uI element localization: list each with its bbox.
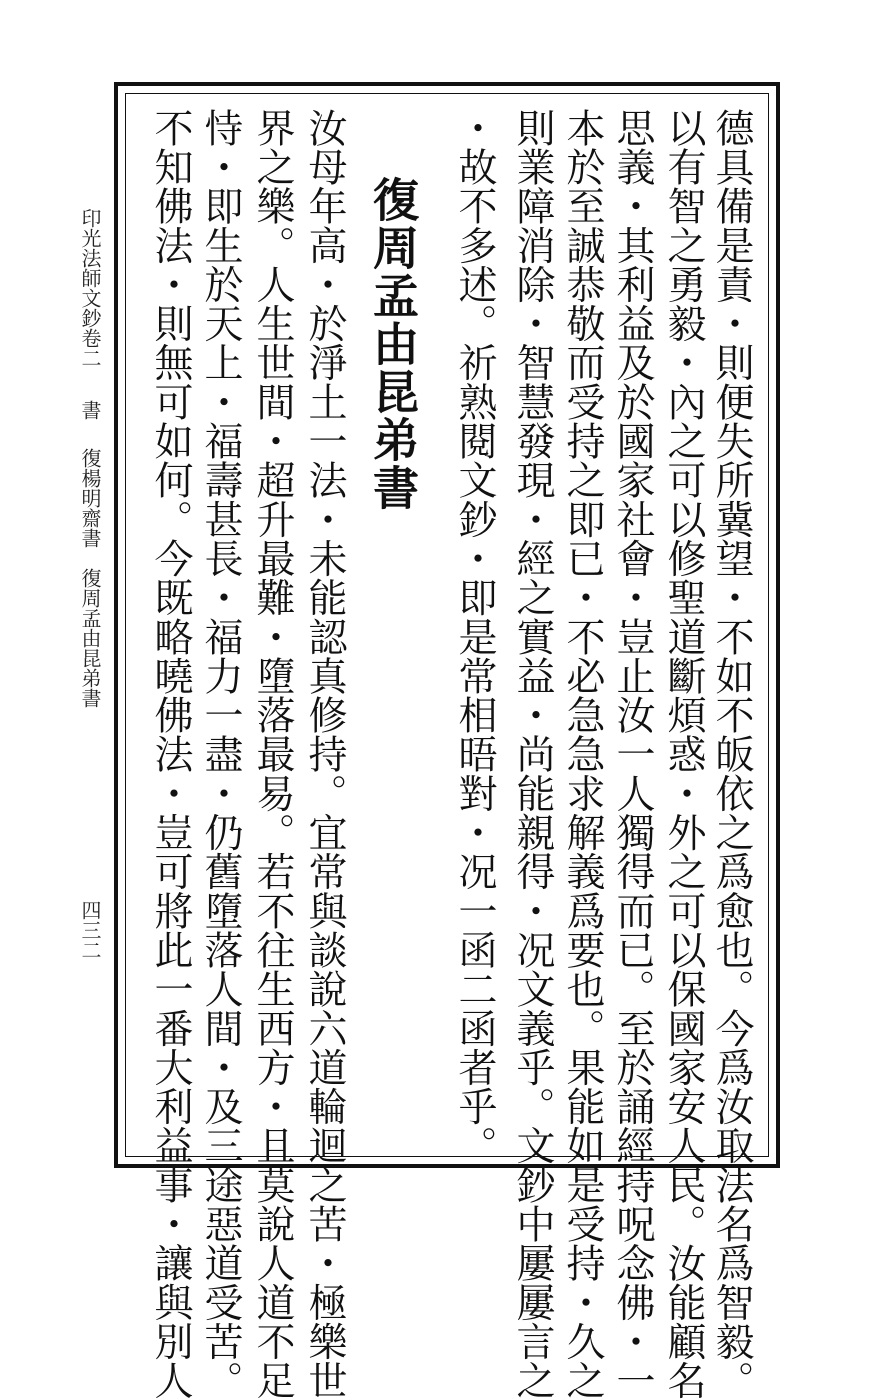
text-column-6: ・故不多述。祈熟閱文鈔・即是常相晤對・况一函二函者乎。 xyxy=(452,108,497,1166)
margin-category: 書 xyxy=(78,400,102,420)
text-column-1: 德具備是責・則便失所冀望・不如不皈依之爲愈也。今爲汝取法名爲智毅。 xyxy=(709,108,754,1400)
margin-section-titles: 復楊明齋書 復周孟由昆弟書 xyxy=(78,448,102,708)
text-column-4: 本於至誠恭敬而受持之即已・不必急急求解義爲要也。果能如是受持・久之 xyxy=(560,108,605,1400)
text-column-5: 則業障消除・智慧發現・經之實益・尚能親得・况文義乎。文鈔中屢屢言之 xyxy=(510,108,555,1400)
text-column-8: 界之樂。人生世間・超升最難・墮落最易。若不往生西方・且莫說人道不足 xyxy=(250,108,295,1400)
text-column-10: 不知佛法・則無可如何。今既略曉佛法・豈可將此一番大利益事・讓與別人 xyxy=(148,108,193,1400)
page-number: 四三二 xyxy=(78,900,102,960)
text-column-2: 以有智之勇毅・內之可以修聖道斷煩惑・外之可以保國家安人民。汝能顧名 xyxy=(661,108,706,1400)
text-column-9: 恃・即生於天上・福壽甚長・福力一盡・仍舊墮落人間・及三途惡道受苦。 xyxy=(198,108,243,1400)
text-column-3: 思義・其利益及於國家社會・豈止汝一人獨得而已。至於誦經持呪念佛・一 xyxy=(610,108,655,1400)
letter-heading: 復周孟由昆弟書 xyxy=(366,176,420,512)
text-column-7: 汝母年高・於淨土一法・未能認真修持。宜常與談說六道輪迴之苦・極樂世 xyxy=(302,108,347,1400)
margin-book-title: 印光法師文鈔卷二 xyxy=(78,208,102,368)
